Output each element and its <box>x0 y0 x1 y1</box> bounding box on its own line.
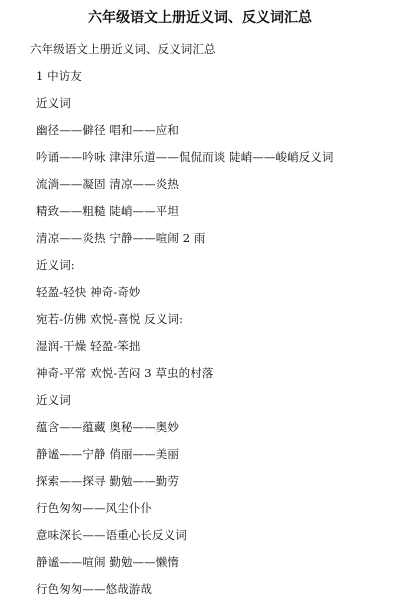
text-line: 神奇-平常 欢悦-苦闷 3 草虫的村落 <box>36 366 214 380</box>
text-line: 近义词 <box>36 393 71 407</box>
text-line: 近义词: <box>36 258 75 272</box>
text-line: 1 中访友 <box>36 69 82 83</box>
text-line: 精致——粗糙 陡峭——平坦 <box>36 204 179 218</box>
text-line: 行色匆匆——悠哉游哉 <box>36 582 152 596</box>
text-line: 湿润-干燥 轻盈-笨拙 <box>36 339 141 353</box>
text-line: 六年级语文上册近义词、反义词汇总 <box>30 42 216 56</box>
text-line: 吟诵——吟咏 津津乐道——侃侃而谈 陡峭——峻峭反义词 <box>36 150 334 164</box>
text-line: 行色匆匆——风尘仆仆 <box>36 501 152 515</box>
text-line: 轻盈-轻快 神奇-奇妙 <box>36 285 141 299</box>
text-line: 幽径——僻径 唱和——应和 <box>36 123 179 137</box>
text-line: 意味深长——语重心长反义词 <box>36 528 187 542</box>
text-line: 静谧——宁静 俏丽——美丽 <box>36 447 179 461</box>
text-line: 静谧——喧闹 勤勉——懒惰 <box>36 555 179 569</box>
text-line: 清凉——炎热 宁静——喧闹 2 雨 <box>36 231 206 245</box>
document-title: 六年级语文上册近义词、反义词汇总 <box>88 10 312 26</box>
text-line: 探索——探寻 勤勉——勤劳 <box>36 474 179 488</box>
text-line: 近义词 <box>36 96 71 110</box>
text-line: 宛若-仿佛 欢悦-喜悦 反义词: <box>36 312 184 326</box>
text-line: 蕴含——蕴藏 奥秘——奥妙 <box>36 420 179 434</box>
text-line: 流淌——凝固 清凉——炎热 <box>36 177 179 191</box>
